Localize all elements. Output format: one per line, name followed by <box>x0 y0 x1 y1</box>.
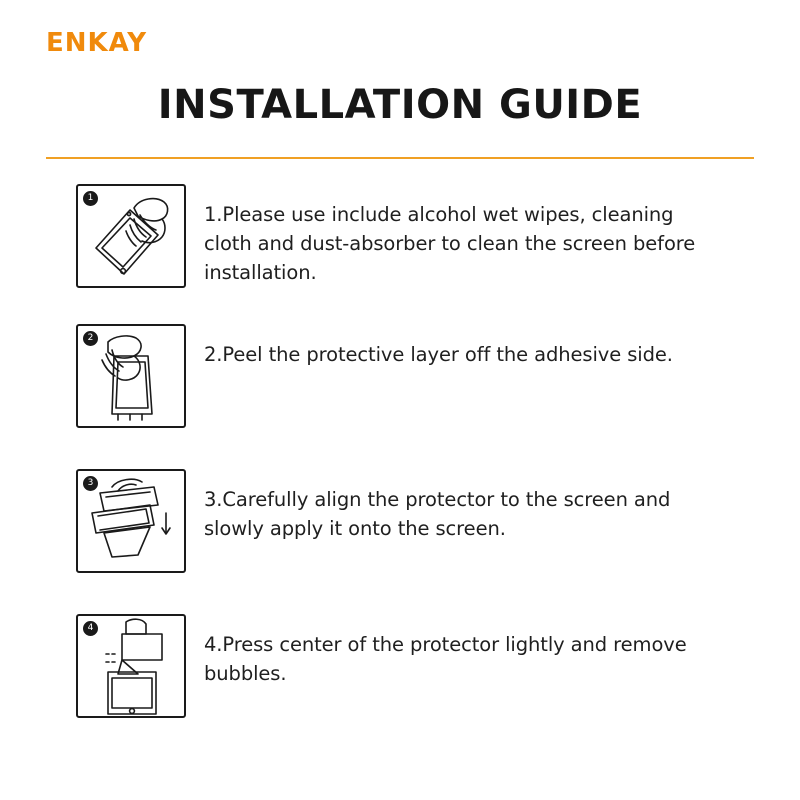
steps-list <box>0 184 800 754</box>
step-1-illustration <box>76 184 186 288</box>
step-2-text: 2.Peel the protective layer off the adhesive side. <box>204 343 673 366</box>
step-4-illustration <box>76 614 186 718</box>
step-1-badge: 1 <box>83 191 98 206</box>
step-3-badge: 3 <box>83 476 98 491</box>
step-item <box>0 614 800 754</box>
page-title: INSTALLATION GUIDE <box>157 82 643 128</box>
step-2-badge: 2 <box>83 331 98 346</box>
brand-logo: ENKAY <box>46 28 148 58</box>
step-2-illustration <box>76 324 186 428</box>
title-divider <box>46 157 754 159</box>
step-3-illustration <box>76 469 186 573</box>
page-title-block <box>0 82 800 128</box>
step-item <box>0 324 800 469</box>
step-4-text: 4.Press center of the protector lightly and remove bubbles. <box>204 633 687 685</box>
step-item <box>0 184 800 324</box>
step-item <box>0 469 800 614</box>
step-1-text: 1.Please use include alcohol wet wipes, cleaning cloth and dust-absorber to clean the screen before installation. <box>204 203 696 284</box>
step-3-text: 3.Carefully align the protector to the screen and slowly apply it onto the screen. <box>204 488 671 540</box>
step-4-badge: 4 <box>83 621 98 636</box>
